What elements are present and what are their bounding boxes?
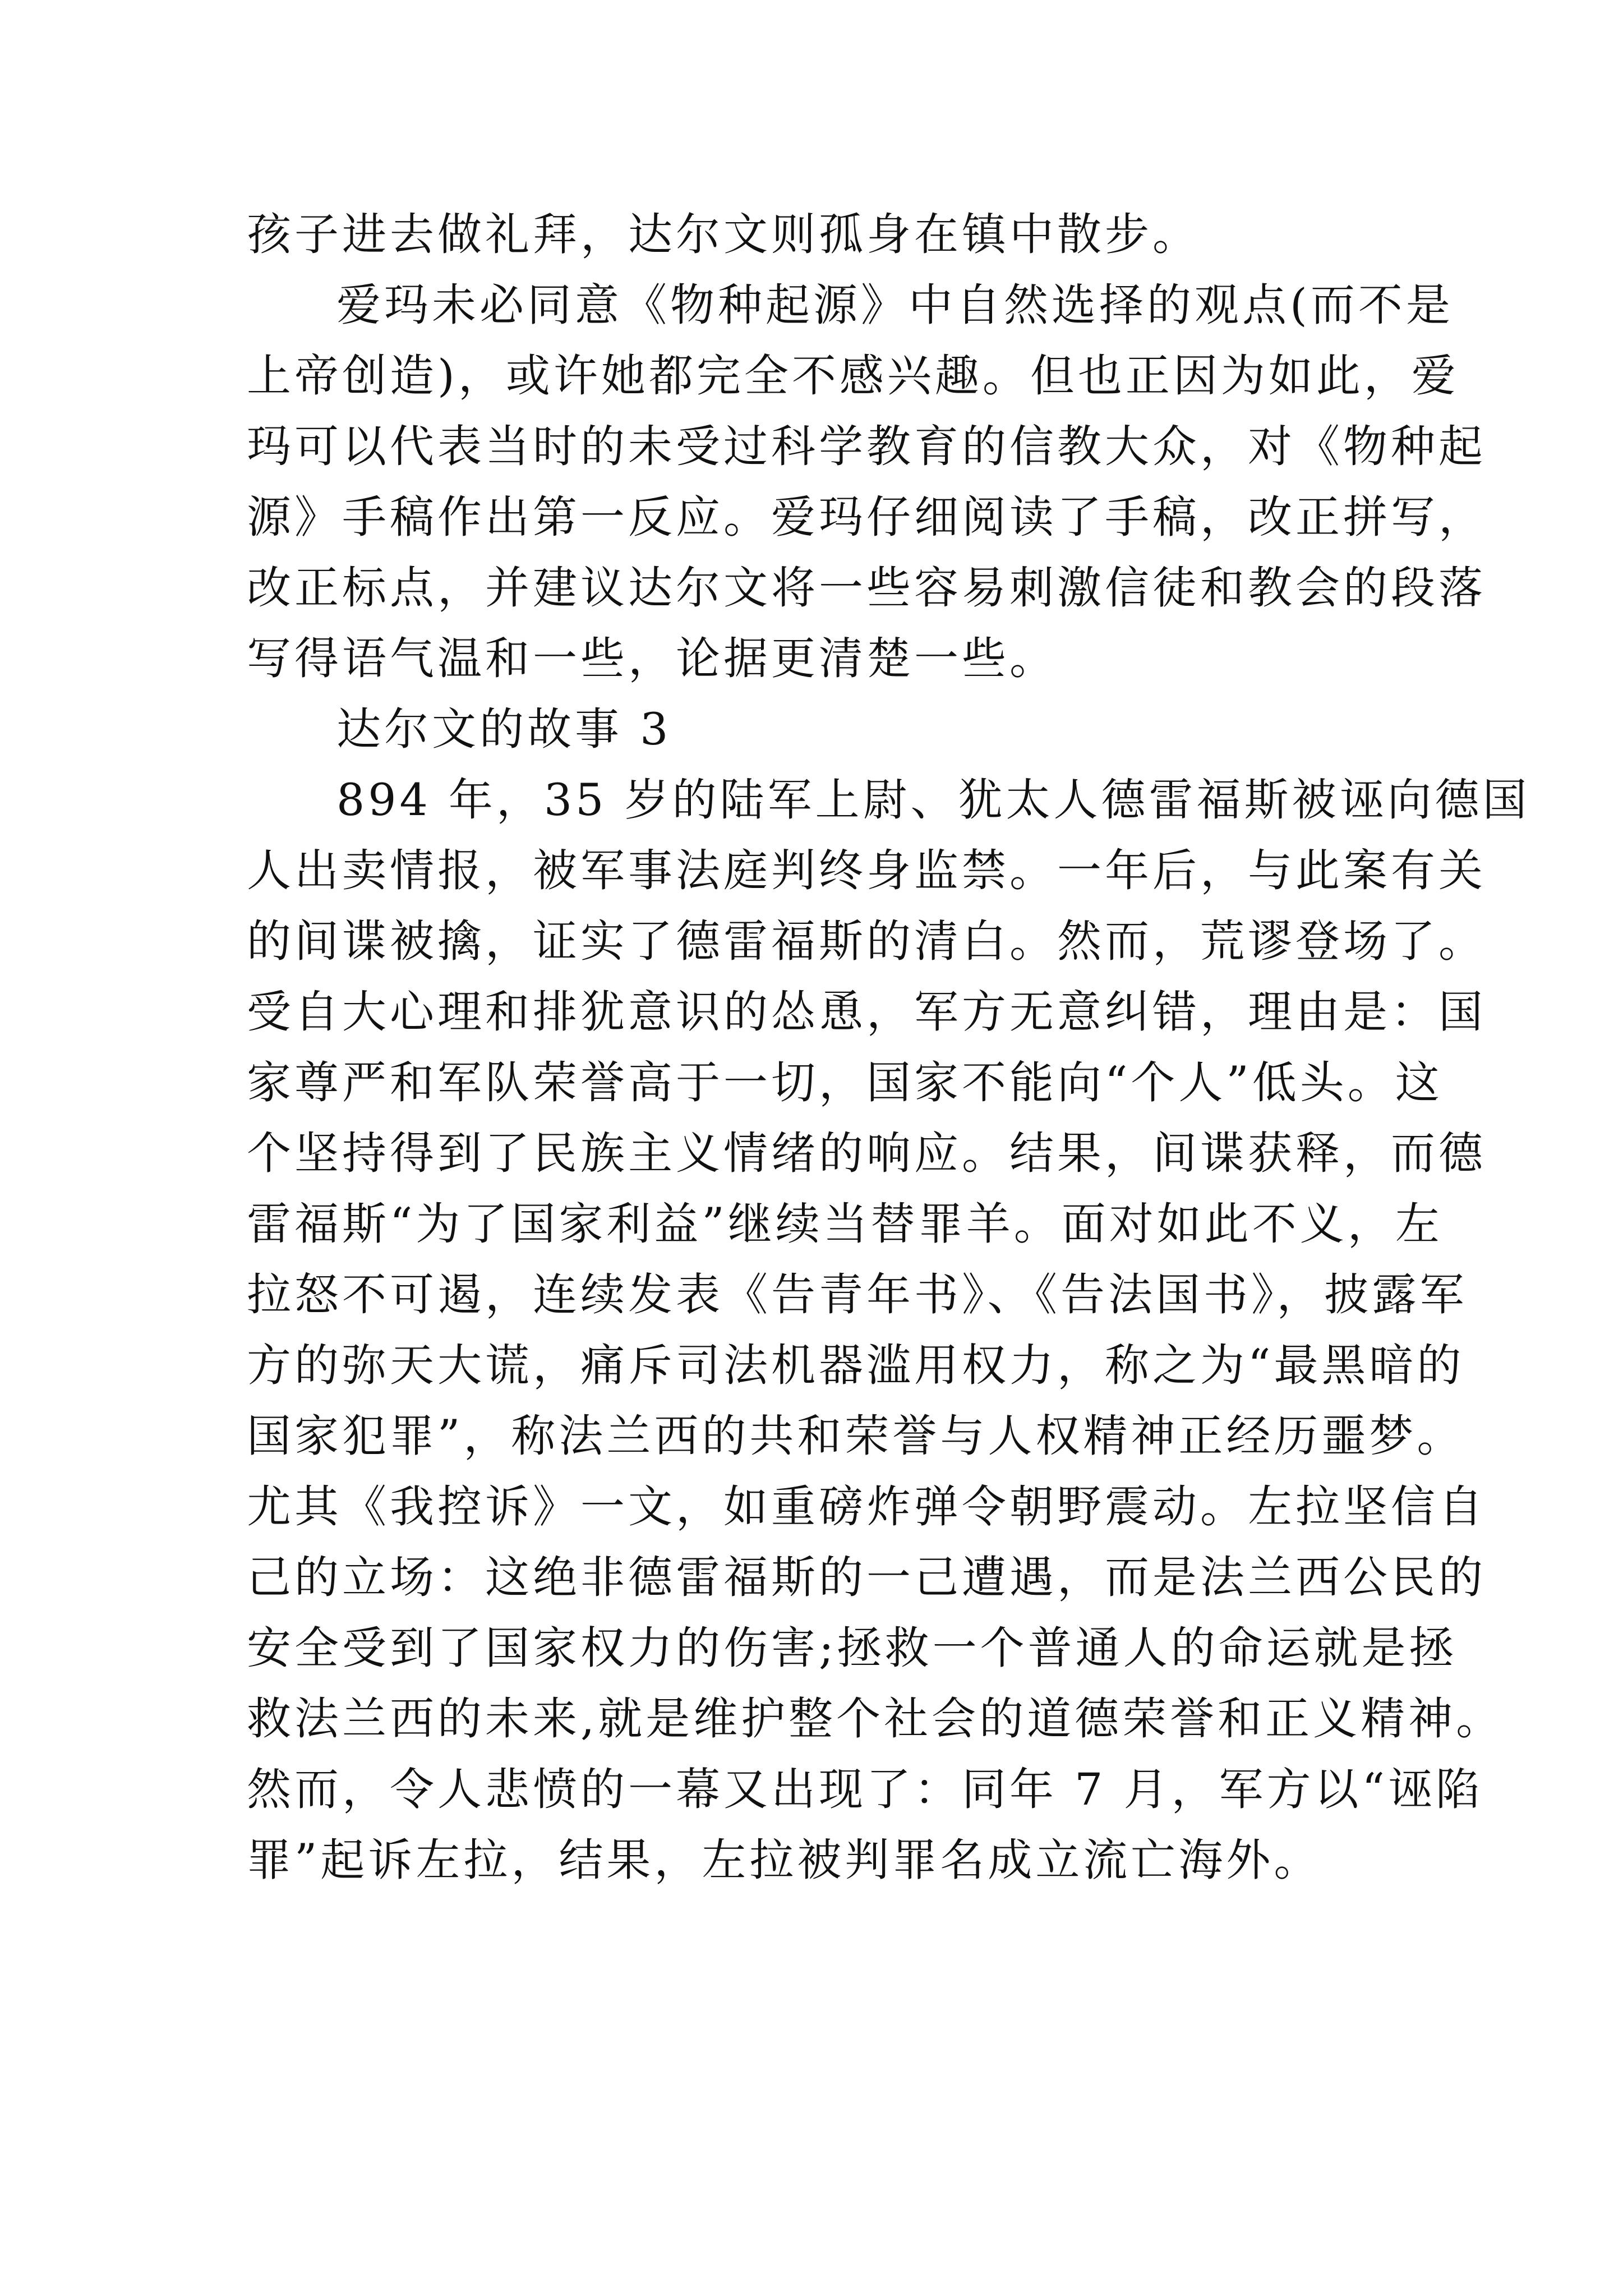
- text-line: 受自大心理和排犹意识的怂恿，军方无意纠错，理由是：国: [247, 986, 1486, 1038]
- text-line: 国家犯罪”，称法兰西的共和荣誉与人权精神正经历噩梦。: [247, 1410, 1465, 1462]
- text-line: 人出卖情报，被军事法庭判终身监禁。一年后，与此案有关: [247, 845, 1486, 896]
- body-text: [247, 199, 1530, 1895]
- text-line: 然而，令人悲愤的一幕又出现了：同年 7 月，军方以“诬陷: [247, 1764, 1483, 1815]
- text-line: 上帝创造)，或许她都完全不感兴趣。但也正因为如此，爱: [247, 350, 1459, 402]
- text-line: 方的弥天大谎，痛斥司法机器滥用权力，称之为“最黑暗的: [247, 1340, 1465, 1391]
- text-line: 己的立场：这绝非德雷福斯的一己遭遇，而是法兰西公民的: [247, 1552, 1486, 1603]
- text-line: 源》手稿作出第一反应。爱玛仔细阅读了手稿，改正拼写，: [247, 491, 1486, 543]
- text-line: 孩子进去做礼拜，达尔文则孤身在镇中散步。: [247, 209, 1200, 260]
- text-line: 改正标点，并建议达尔文将一些容易刺激信徒和教会的段落: [247, 562, 1486, 614]
- text-line: 尤其《我控诉》一文，如重磅炸弹令朝野震动。左拉坚信自: [247, 1481, 1486, 1533]
- text-line: 家尊严和军队荣誉高于一切，国家不能向“个人”低头。这: [247, 1057, 1443, 1108]
- text-line: 安全受到了国家权力的伤害;拯救一个普通人的命运就是拯: [247, 1622, 1457, 1674]
- text-line: 894 年，35 岁的陆军上尉、犹太人德雷福斯被诬向德国: [336, 774, 1530, 826]
- section-heading: 达尔文的故事 3: [336, 703, 672, 755]
- text-line: 写得语气温和一些，论据更清楚一些。: [247, 633, 1057, 684]
- text-line: 的间谍被擒，证实了德雷福斯的清白。然而，荒谬登场了。: [247, 915, 1486, 967]
- text-line: 拉怒不可遏，连续发表《告青年书》、《告法国书》，披露军: [247, 1269, 1468, 1320]
- text-line: 救法兰西的未来,就是维护整个社会的道德荣誉和正义精神。: [247, 1693, 1504, 1745]
- text-line: 罪”起诉左拉，结果，左拉被判罪名成立流亡海外。: [247, 1834, 1322, 1886]
- text-line: 个坚持得到了民族主义情绪的响应。结果，间谍获释，而德: [247, 1128, 1486, 1179]
- text-line: 爱玛未必同意《物种起源》中自然选择的观点(而不是: [336, 279, 1454, 331]
- text-line: 玛可以代表当时的未受过科学教育的信教大众，对《物种起: [247, 421, 1486, 472]
- text-line: 雷福斯“为了国家利益”继续当替罪羊。面对如此不义，左: [247, 1198, 1443, 1250]
